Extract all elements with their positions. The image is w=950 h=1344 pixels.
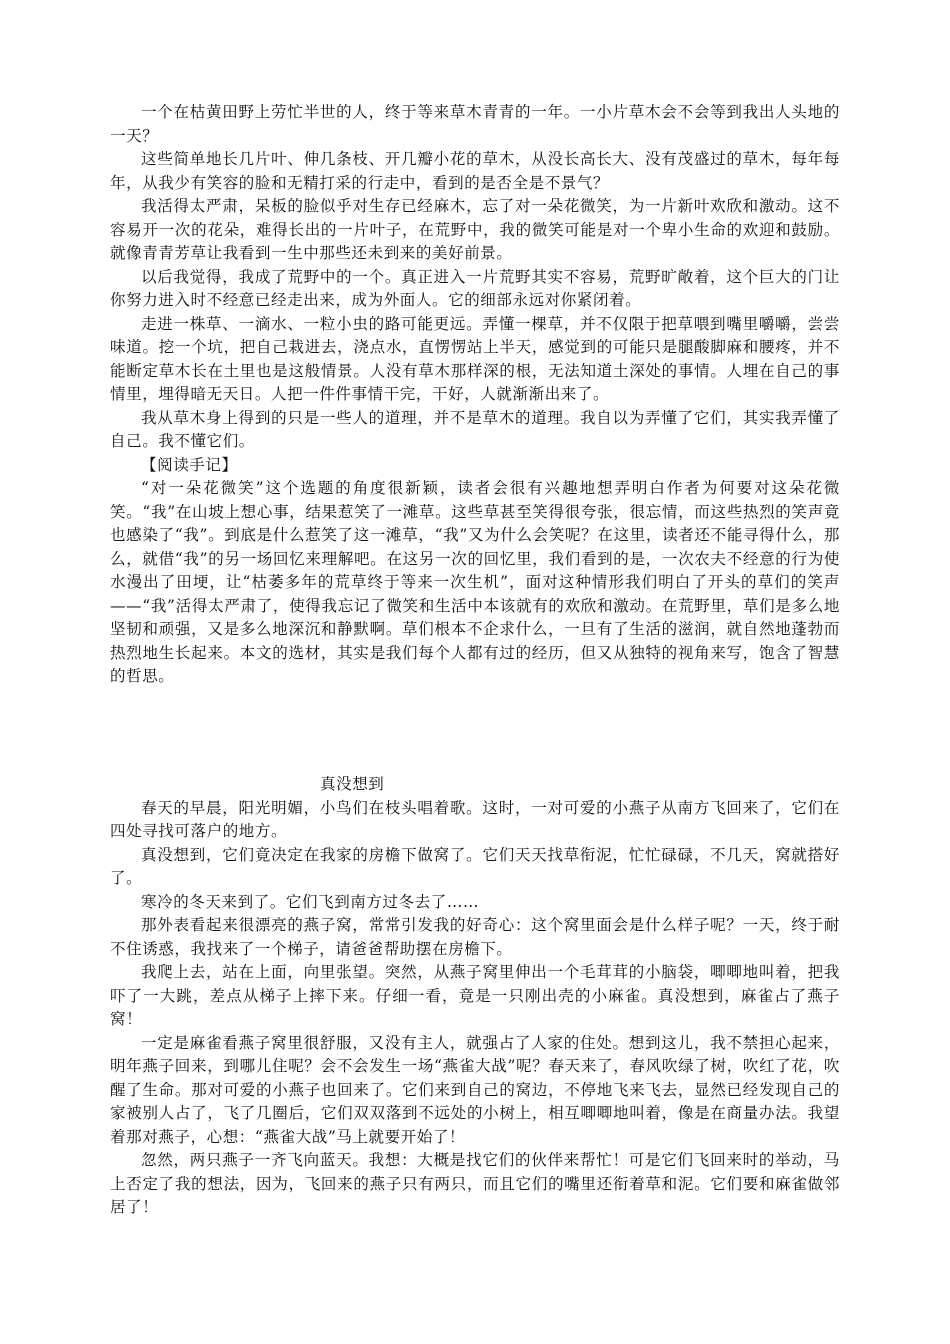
reading-notes-body: “对一朵花微笑”这个选题的角度很新颖，读者会很有兴趣地想弄明白作者为何要对这朵花微笑。“我”在山坡上想心事，结果惹笑了一滩草。这些草甚至笑得很夸张，很忘情，而这些热烈的笑声竟也感染了“我”。到底是什么惹笑了这一滩草，“我”又为什么会笑呢？在这里，读者还不能寻得什么，那么，就借“我”的另一场回忆来理解吧。在这另一次的回忆里，我们看到的是，一次农夫不经意的行为使水漫出了田埂，让“枯萎多年的荒草终于等来一次生机”，面对这种情形我们明白了开头的草们的笑声——“我”活得太严肃了，使得我忘记了微笑和生活中本该就有的欢欣和激动。在荒野里，草们是多么地坚韧和顽强，又是多么地深沉和静默啊。草们根本不企求什么，一旦有了生活的滋润，就自然地蓬勃而热烈地生长起来。本文的选材，其实是我们每个人都有过的经历，但又从独特的视角来写，饱含了智慧的哲思。 [110,479,840,685]
paragraph: 那外表看起来很漂亮的燕子窝，常常引发我的好奇心：这个窝里面会是什么样子呢？一天，终于耐不住诱惑，我找来了一个梯子，请爸爸帮助摆在房檐下。 [110,916,840,958]
paragraph: 以后我觉得，我成了荒野中的一个。真正进入一片荒野其实不容易，荒野旷敞着，这个巨大的门让你努力进入时不经意已经走出来，成为外面人。它的细部永远对你紧闭着。 [110,267,840,309]
paragraph: 走进一株草、一滴水、一粒小虫的路可能更远。弄懂一棵草，并不仅限于把草喂到嘴里嚼嚼，尝尝味道。挖一个坑，把自己栽进去，浇点水，直愣愣站上半天，感觉到的可能只是腿酸脚麻和腰疼，并不能断定草木长在土里也是这般情景。人没有草木那样深的根，无法知道土深处的事情。人埋在自己的事情里，埋得暗无天日。人把一件件事情干完，干好，人就渐渐出来了。 [110,314,840,403]
essay-title: 真没想到 [320,775,385,793]
paragraph: 寒冷的冬天来到了。它们飞到南方过冬去了…… [141,892,480,911]
paragraph: 春天的早晨，阳光明媚，小鸟们在枝头唱着歌。这时，一对可爱的小燕子从南方飞回来了，它们在四处寻找可落户的地方。 [110,798,840,840]
paragraph: 我爬上去，站在上面，向里张望。突然，从燕子窝里伸出一个毛茸茸的小脑袋，唧唧地叫着，把我吓了一大跳，差点从梯子上摔下来。仔细一看，竟是一只刚出壳的小麻雀。真没想到，麻雀占了燕子窝！ [110,963,840,1028]
paragraph: 这些简单地长几片叶、伸几条枝、开几瓣小花的草木，从没长高长大、没有茂盛过的草木，每年每年，从我少有笑容的脸和无精打采的行走中，看到的是否全是不景气？ [110,150,840,192]
paragraph: 忽然，两只燕子一齐飞向蓝天。我想：大概是找它们的伙伴来帮忙！可是它们飞回来时的举动，马上否定了我的想法，因为，飞回来的燕子只有两只，而且它们的嘴里还衔着草和泥。它们要和麻雀做邻居了！ [110,1151,840,1216]
paragraph: 一个在枯黄田野上劳忙半世的人，终于等来草木青青的一年。一小片草木会不会等到我出人头地的一天？ [110,103,840,145]
essay-grass [110,101,840,689]
essay-swallows [110,773,840,1220]
paragraph: 我活得太严肃，呆板的脸似乎对生存已经麻木，忘了对一朵花微笑，为一片新叶欢欣和激动。这不容易开一次的花朵，难得长出的一片叶子，在荒野中，我的微笑可能是对一个卑小生命的欢迎和鼓励。就像青青芳草让我看到一生中那些还未到来的美好前景。 [110,197,840,262]
reading-notes-heading: 【阅读手记】 [141,455,238,474]
paragraph: 我从草木身上得到的只是一些人的道理，并不是草木的道理。我自以为弄懂了它们，其实我弄懂了自己。我不懂它们。 [110,408,840,450]
paragraph: 一定是麻雀看燕子窝里很舒服，又没有主人，就强占了人家的住处。想到这儿，我不禁担心起来，明年燕子回来，到哪儿住呢？会不会发生一场“燕雀大战”呢？春天来了，春风吹绿了树，吹红了花，吹醒了生命。那对可爱的小燕子也回来了。它们来到自己的窝边，不停地飞来飞去，显然已经发现自己的家被别人占了，飞了几圈后，它们双双落到不远处的小树上，相互唧唧地叫着，像是在商量办法。我望着那对燕子，心想：“燕雀大战”马上就要开始了！ [110,1033,840,1146]
paragraph: 真没想到，它们竟决定在我家的房檐下做窝了。它们天天找草衔泥，忙忙碌碌，不几天，窝就搭好了。 [110,845,840,887]
